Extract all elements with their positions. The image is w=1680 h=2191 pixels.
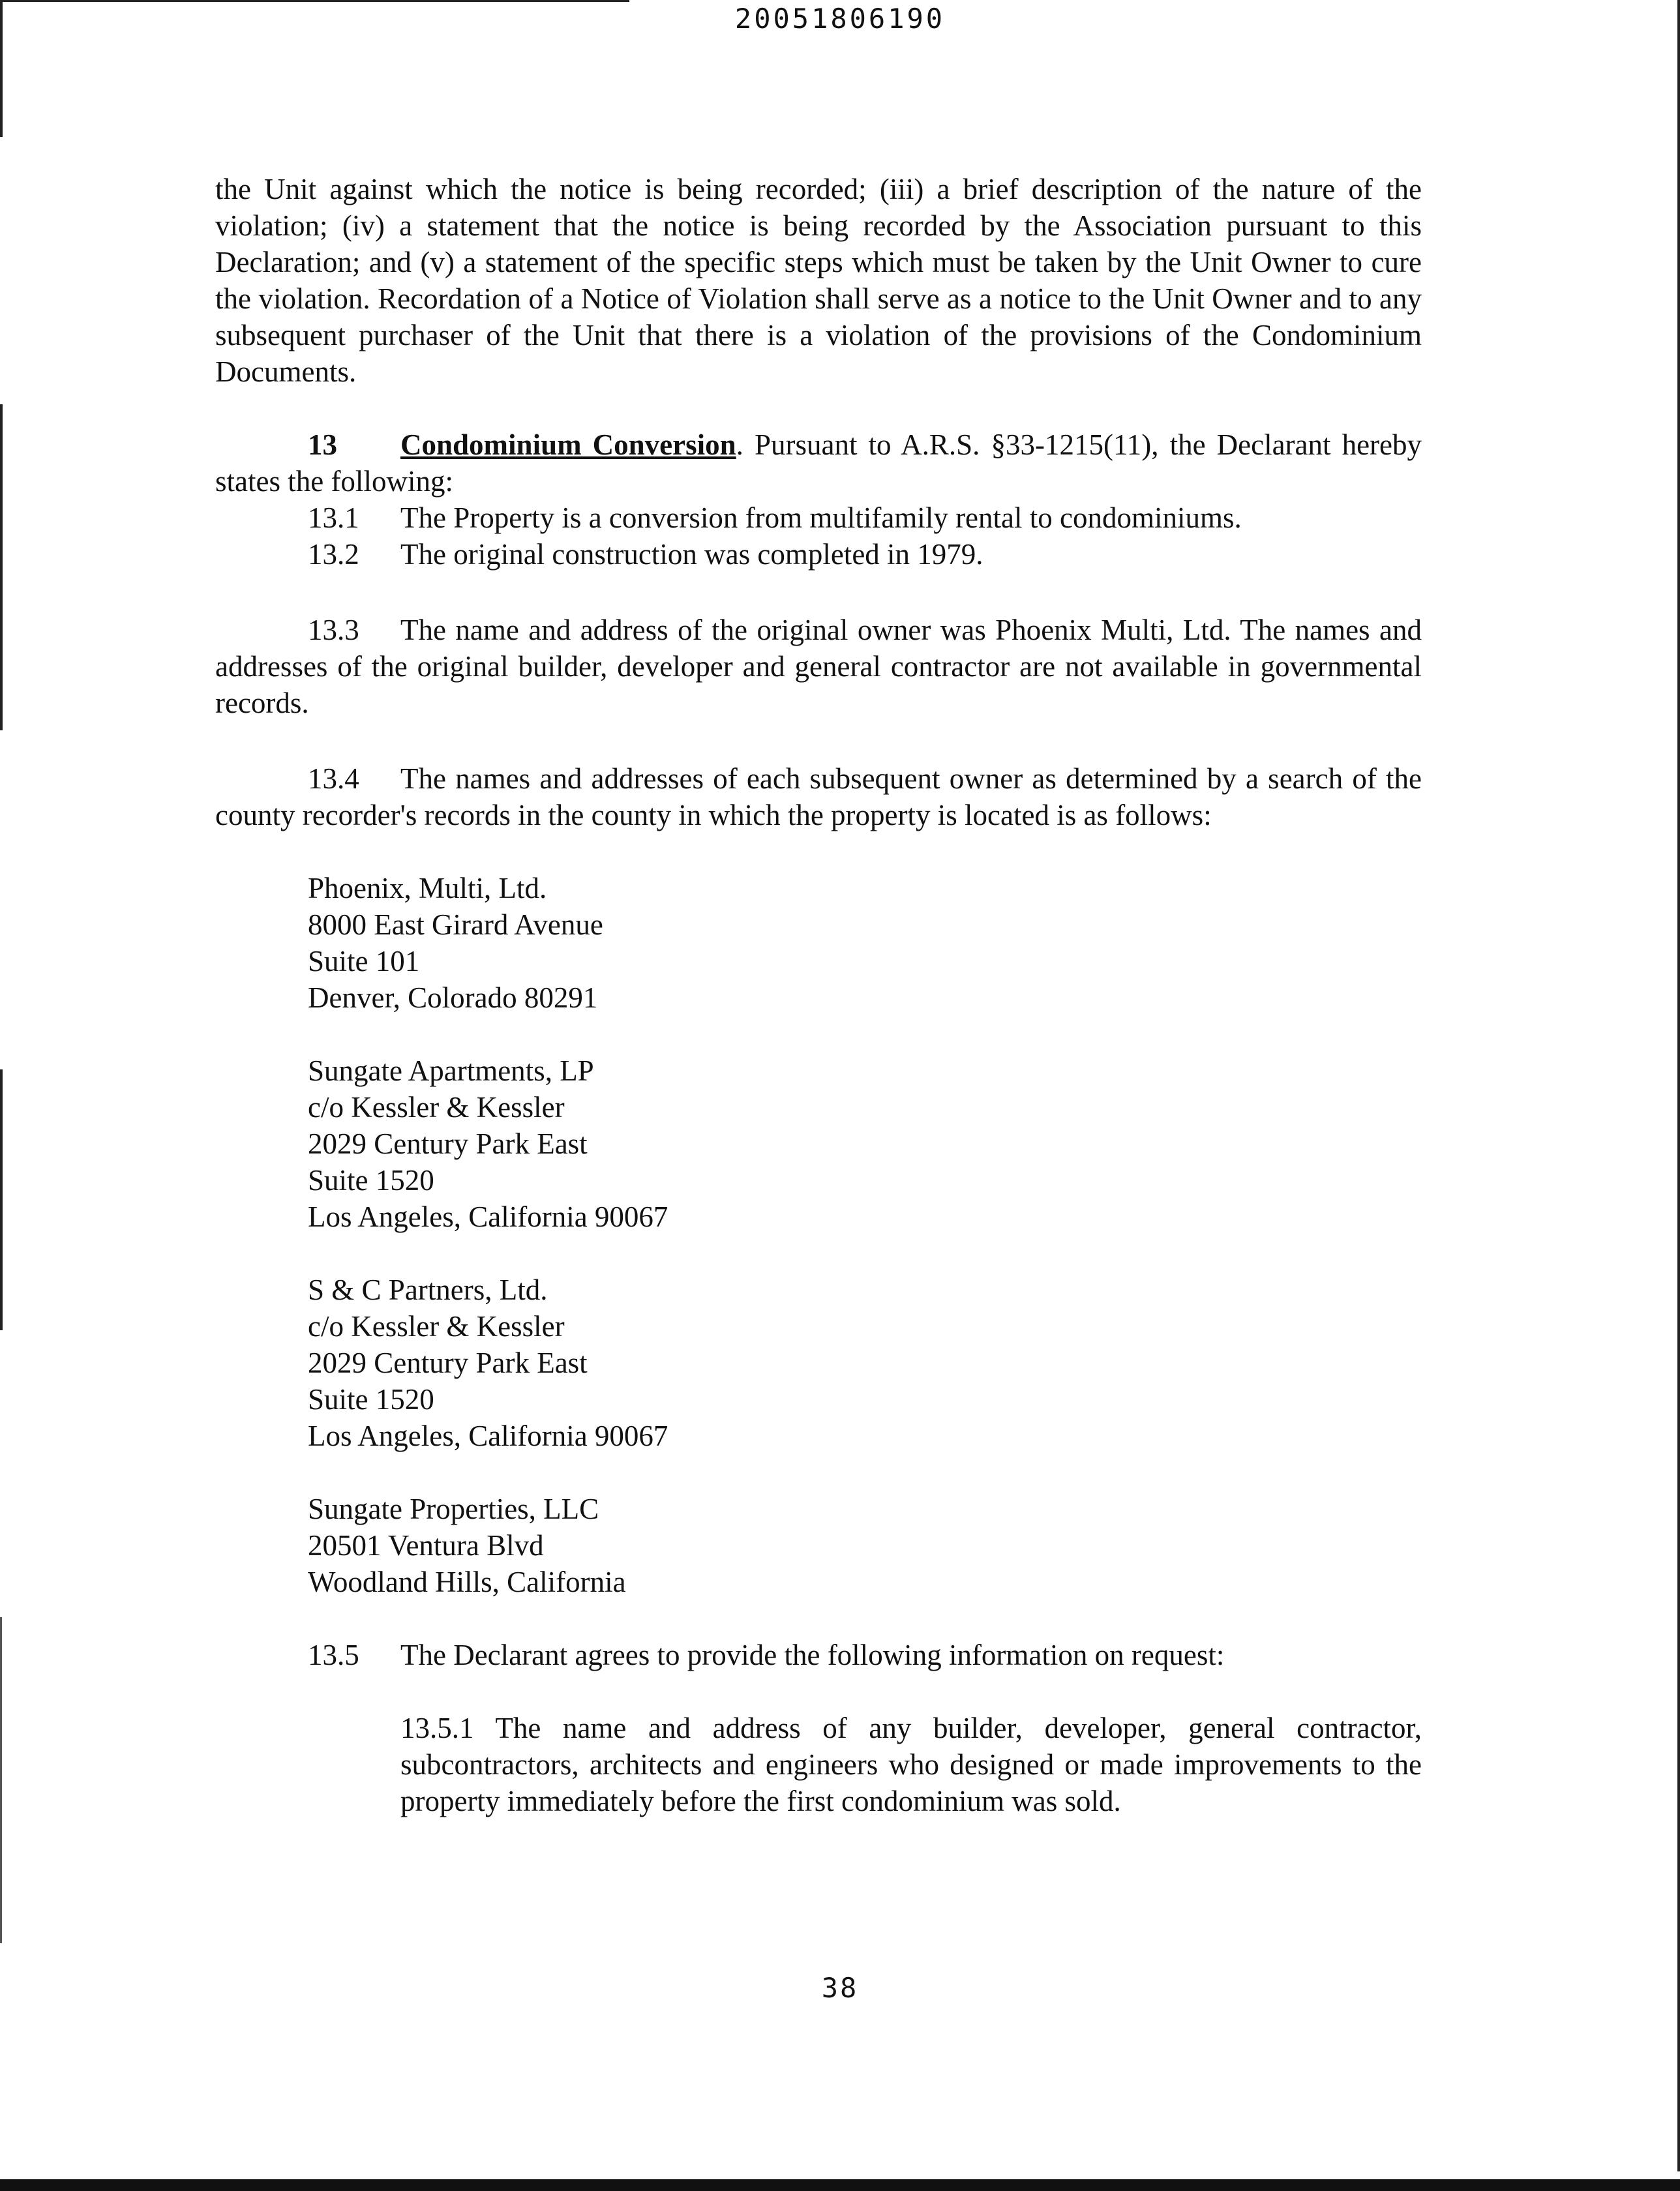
section-number: 13 — [308, 428, 337, 461]
owner-list — [215, 870, 1422, 1600]
scan-left-edge — [0, 404, 3, 730]
owner-line: Los Angeles, California 90067 — [308, 1200, 668, 1233]
owner-line: S & C Partners, Ltd. — [308, 1274, 548, 1306]
owner-line: Sungate Apartments, LP — [308, 1054, 594, 1087]
owner-line: Phoenix, Multi, Ltd. — [308, 872, 547, 904]
item-number: 13.1 — [308, 501, 359, 534]
owner-address-block — [308, 1052, 1422, 1235]
item-13-5 — [215, 1637, 1422, 1673]
owner-line: Suite 1520 — [308, 1164, 434, 1197]
item-13-2 — [215, 536, 1422, 573]
scan-bottom-edge — [0, 2179, 1680, 2191]
owner-address-block — [308, 1272, 1422, 1454]
item-text: The original construction was completed in 1979. — [400, 538, 983, 571]
scan-left-edge — [0, 1617, 2, 1943]
owner-line: 8000 East Girard Avenue — [308, 908, 603, 941]
section-13-heading — [215, 426, 1422, 499]
item-number: 13.3 — [308, 614, 359, 646]
section-intro: . Pursuant to A.R.S. §33-1215(11), the Declarant hereby states the following: — [215, 428, 1422, 498]
owner-line: Suite 101 — [308, 945, 420, 977]
owner-line: 2029 Century Park East — [308, 1347, 588, 1379]
scan-right-edge — [1677, 0, 1680, 2171]
owner-line: Suite 1520 — [308, 1383, 434, 1416]
owner-line: Woodland Hills, California — [308, 1566, 626, 1598]
item-text: The Declarant agrees to provide the following information on request: — [400, 1639, 1225, 1671]
item-text: The name and address of the original owner was Phoenix Multi, Ltd. The names and addresses of the original builder, developer and general contractor are not available in governmental records. — [215, 614, 1422, 719]
page-number: 38 — [821, 1972, 859, 2004]
document-body — [215, 171, 1422, 1819]
owner-line: c/o Kessler & Kessler — [308, 1310, 565, 1343]
document-number: 20051806190 — [734, 3, 946, 35]
owner-line: 2029 Century Park East — [308, 1127, 588, 1160]
item-number: 13.2 — [308, 538, 359, 571]
owner-line: Denver, Colorado 80291 — [308, 981, 598, 1014]
owner-address-block — [308, 870, 1422, 1016]
owner-line: 20501 Ventura Blvd — [308, 1529, 544, 1562]
item-number: 13.4 — [308, 762, 359, 795]
item-text: The Property is a conversion from multifamily rental to condominiums. — [400, 501, 1242, 534]
owner-address-block — [308, 1491, 1422, 1600]
item-13-3 — [215, 612, 1422, 721]
item-text: The names and addresses of each subsequent owner as determined by a search of the county recorder's records in the county in which the property is located is as follows: — [215, 762, 1422, 831]
item-13-1 — [215, 499, 1422, 536]
section-title: Condominium Conversion — [400, 428, 736, 461]
scan-left-edge — [0, 1069, 3, 1330]
continuation-paragraph: the Unit against which the notice is being recorded; (iii) a brief description of the nature of the violation; (iv) a statement that the notice is being recorded by the Association pursuant to this Declaration; and (v) a statement of the specific steps which must be taken by the Unit Owner to cure the violation. Recordation of a Notice of Violation shall serve as a notice to the Unit Owner and to any subsequent purchaser of the Unit that there is a violation of the provisions of the Condominium Documents. — [215, 173, 1422, 388]
owner-line: Sungate Properties, LLC — [308, 1493, 599, 1525]
item-13-4 — [215, 760, 1422, 833]
owner-line: c/o Kessler & Kessler — [308, 1091, 565, 1124]
owner-line: Los Angeles, California 90067 — [308, 1420, 668, 1452]
item-number: 13.5 — [308, 1639, 359, 1671]
item-13-5-1: 13.5.1 The name and address of any builder, developer, general contractor, subcontractors, architects and engineers who designed or made improvements to the property immediately before the first condominium was sold. — [400, 1712, 1422, 1817]
